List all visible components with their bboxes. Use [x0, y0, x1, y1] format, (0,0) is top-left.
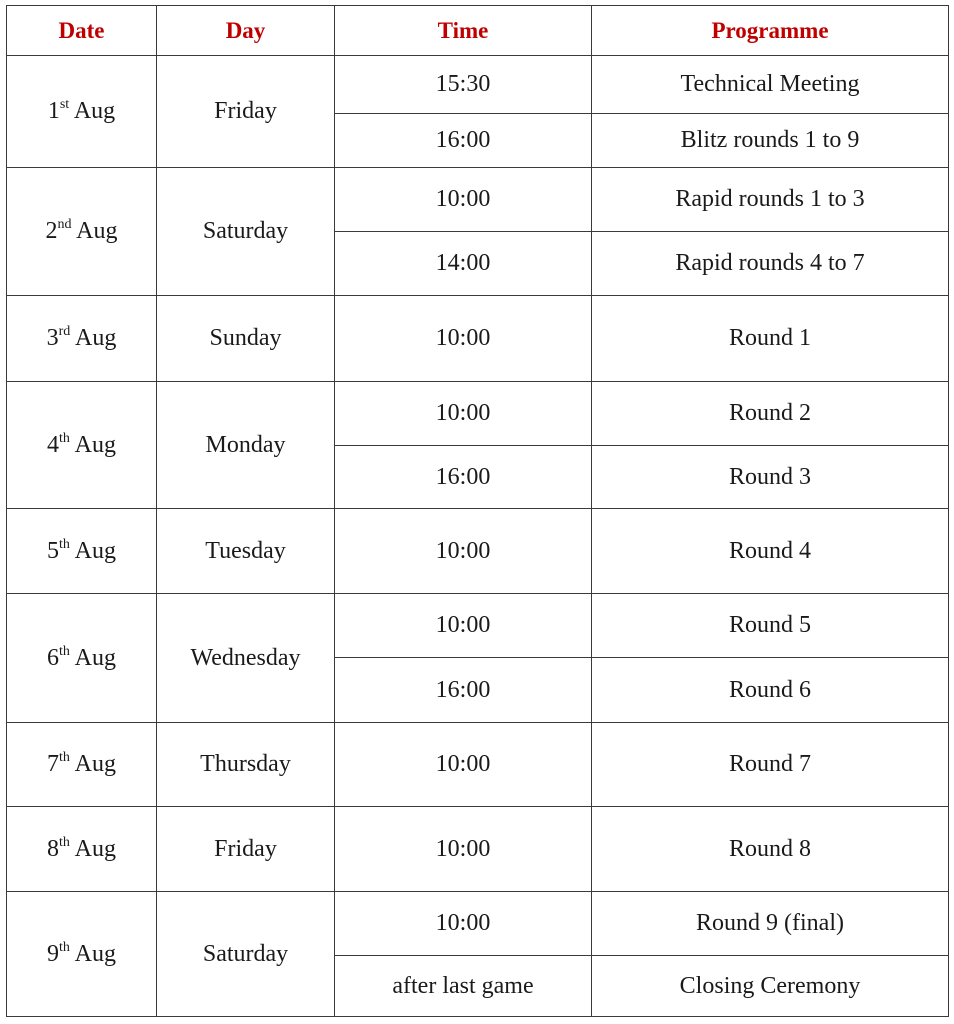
date-suffix: th: [59, 643, 70, 659]
table-row: [7, 509, 949, 594]
date-suffix: st: [59, 97, 70, 112]
day-cell: Monday: [157, 382, 335, 509]
time-cell: 14:00: [335, 232, 592, 296]
day-cell: Saturday: [157, 168, 335, 296]
day-cell: Tuesday: [157, 509, 335, 594]
header-day: Day: [157, 6, 335, 56]
programme-cell: Round 3: [592, 446, 949, 509]
time-cell: after last game: [335, 956, 592, 1017]
date-suffix: th: [59, 834, 70, 850]
programme-cell: Rapid rounds 1 to 3: [592, 168, 949, 232]
date-month: Aug: [74, 940, 116, 967]
date-month: Aug: [76, 218, 118, 244]
time-cell: 10:00: [335, 892, 592, 956]
table-row: [7, 807, 949, 892]
table-row: [7, 56, 949, 114]
day-cell: Saturday: [157, 892, 335, 1017]
date-cell: [7, 594, 157, 723]
date-month: Aug: [74, 644, 116, 671]
date-suffix: th: [59, 430, 70, 446]
programme-cell: Round 2: [592, 382, 949, 446]
date-month: Aug: [74, 751, 116, 777]
date-cell: [7, 296, 157, 382]
programme-cell: Round 8: [592, 807, 949, 892]
schedule-table: [6, 5, 949, 1017]
date-suffix: nd: [57, 217, 72, 232]
date-suffix: th: [59, 750, 70, 765]
date-number: 2: [45, 218, 58, 244]
time-cell: 10:00: [335, 723, 592, 807]
programme-cell: Round 6: [592, 658, 949, 723]
table-row: [7, 892, 949, 956]
date-number: 6: [47, 644, 60, 671]
date-number: 5: [47, 537, 60, 564]
table-row: [7, 594, 949, 658]
date-month: Aug: [74, 835, 116, 862]
date-number: 8: [47, 835, 60, 862]
programme-cell: Round 5: [592, 594, 949, 658]
programme-cell: Round 1: [592, 296, 949, 382]
date-cell: [7, 892, 157, 1017]
time-cell: 10:00: [335, 382, 592, 446]
table-row: [7, 296, 949, 382]
header-date: Date: [7, 6, 157, 56]
header-programme: Programme: [592, 6, 949, 56]
date-number: 7: [47, 751, 60, 777]
date-cell: [7, 168, 157, 296]
date-month: Aug: [74, 431, 116, 458]
time-cell: 16:00: [335, 114, 592, 168]
date-month: Aug: [73, 98, 116, 124]
table-row: [7, 723, 949, 807]
date-suffix: th: [59, 939, 70, 955]
date-number: 4: [47, 431, 60, 458]
time-cell: 10:00: [335, 807, 592, 892]
time-cell: 10:00: [335, 168, 592, 232]
table-row: [7, 168, 949, 232]
date-number: 1: [47, 98, 60, 124]
date-cell: [7, 723, 157, 807]
programme-cell: Round 9 (final): [592, 892, 949, 956]
date-month: Aug: [74, 537, 116, 564]
date-cell: [7, 807, 157, 892]
table-row: [7, 382, 949, 446]
header-row: [7, 6, 949, 56]
programme-cell: Blitz rounds 1 to 9: [592, 114, 949, 168]
time-cell: 15:30: [335, 56, 592, 114]
programme-cell: Technical Meeting: [592, 56, 949, 114]
header-time: Time: [335, 6, 592, 56]
time-cell: 10:00: [335, 296, 592, 382]
date-number: 9: [47, 940, 60, 967]
date-suffix: th: [59, 536, 70, 552]
time-cell: 16:00: [335, 658, 592, 723]
day-cell: Sunday: [157, 296, 335, 382]
date-month: Aug: [75, 325, 117, 351]
day-cell: Thursday: [157, 723, 335, 807]
programme-cell: Round 4: [592, 509, 949, 594]
day-cell: Wednesday: [157, 594, 335, 723]
time-cell: 16:00: [335, 446, 592, 509]
date-cell: [7, 382, 157, 509]
time-cell: 10:00: [335, 509, 592, 594]
day-cell: Friday: [157, 807, 335, 892]
day-cell: Friday: [157, 56, 335, 168]
date-number: 3: [46, 325, 59, 351]
time-cell: 10:00: [335, 594, 592, 658]
date-cell: [7, 56, 157, 168]
programme-cell: Closing Ceremony: [592, 956, 949, 1017]
programme-cell: Round 7: [592, 723, 949, 807]
programme-cell: Rapid rounds 4 to 7: [592, 232, 949, 296]
date-cell: [7, 509, 157, 594]
date-suffix: rd: [58, 324, 71, 339]
